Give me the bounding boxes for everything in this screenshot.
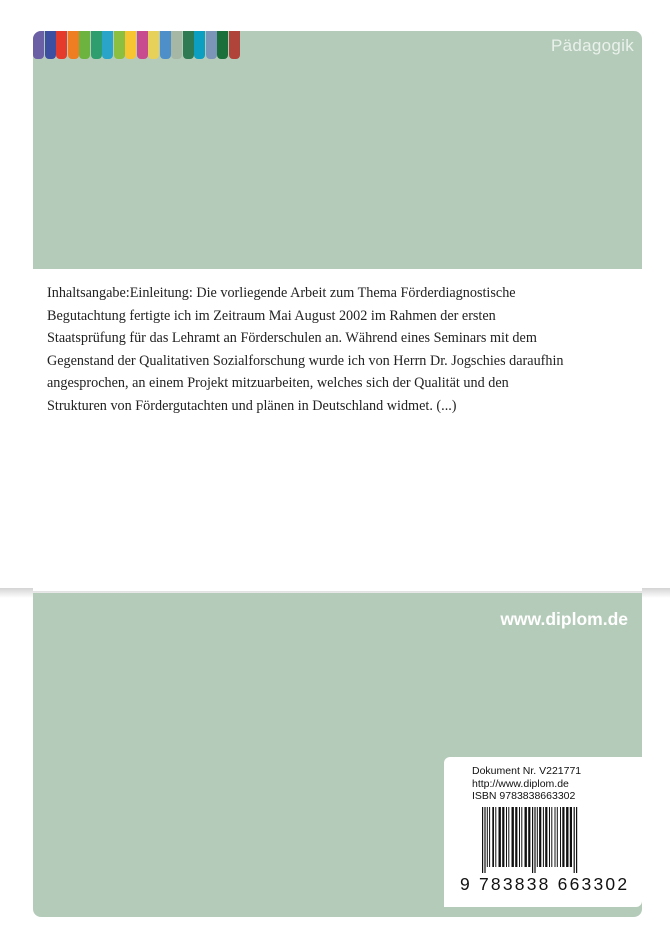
color-stripe (45, 31, 56, 59)
color-stripe (171, 31, 182, 59)
abstract-line: Gegenstand der Qualitativen Sozialforschung wurde ich von Herrn Dr. Jogschies daraufhin (47, 352, 564, 369)
barcode-bar (487, 807, 488, 867)
barcode-bar (545, 807, 547, 867)
barcode-bar (525, 807, 527, 867)
isbn-box (444, 757, 642, 907)
barcode-bar (489, 807, 490, 867)
color-stripe (114, 31, 125, 59)
barcode-bar (574, 807, 575, 873)
color-stripe (68, 31, 79, 59)
abstract-line: angesprochen, an einem Projekt mitzuarbeiten, welches sich der Qualität und den (47, 375, 509, 391)
barcode-bar (506, 807, 507, 867)
publisher-url: http://www.diplom.de (472, 777, 569, 790)
barcode-bar (539, 807, 541, 867)
barcode-bar (555, 807, 556, 867)
color-stripe (206, 31, 217, 59)
barcode-bar (512, 807, 514, 867)
document-number: Dokument Nr. V221771 (472, 765, 582, 777)
barcode-bar (566, 807, 568, 867)
abstract-line: Inhaltsangabe:Einleitung: Die vorliegende Arbeit zum Thema Förderdiagnostische (47, 285, 516, 301)
color-stripes (33, 31, 240, 59)
barcode-bar (521, 807, 522, 867)
color-stripe (229, 31, 240, 59)
barcode-bar (551, 807, 552, 867)
abstract-line: Strukturen von Fördergutachten und plänen in Deutschland widmet. (...) (47, 397, 457, 414)
barcode-bar (508, 807, 509, 867)
color-stripe (183, 31, 194, 59)
color-stripe (33, 31, 44, 59)
cover-top-panel (33, 31, 642, 269)
abstract-line: Staatsprüfung für das Lehramt an Förderschulen an. Während eines Seminars mit dem (47, 330, 537, 346)
barcode-bar (549, 807, 550, 867)
color-stripe (125, 31, 136, 59)
color-stripe (217, 31, 228, 59)
barcode-bar (576, 807, 577, 873)
barcode-bar (482, 807, 483, 873)
barcode-bar (534, 807, 535, 873)
barcode-bar (495, 807, 496, 867)
barcode-bar (502, 807, 504, 867)
barcode-bar (519, 807, 520, 867)
barcode-bar (543, 807, 544, 867)
color-stripe (160, 31, 171, 59)
barcode-bar (537, 807, 538, 867)
barcode-bar (570, 807, 572, 867)
barcode-bar (484, 807, 485, 873)
color-stripe (91, 31, 102, 59)
barcode-bar (499, 807, 501, 867)
color-stripe (56, 31, 67, 59)
barcode-bar (528, 807, 530, 867)
abstract-panel (33, 269, 642, 591)
color-stripe (194, 31, 205, 59)
isbn-info (472, 765, 581, 803)
barcode (482, 807, 604, 873)
barcode-digits: 9 783838 663302 (460, 874, 630, 894)
color-stripe (148, 31, 159, 59)
color-stripe (102, 31, 113, 59)
website-label: www.diplom.de (500, 609, 628, 629)
abstract-line: Begutachtung fertigte ich im Zeitraum Mai August 2002 im Rahmen der ersten (47, 307, 496, 324)
color-stripe (137, 31, 148, 59)
isbn-number: ISBN 9783838663302 (472, 790, 576, 802)
barcode-bar (515, 807, 517, 867)
barcode-bar (492, 807, 494, 867)
barcode-bar (557, 807, 558, 867)
category-label: Pädagogik (550, 36, 634, 55)
barcode-bar (532, 807, 533, 873)
color-stripe (79, 31, 90, 59)
abstract-text (47, 282, 631, 417)
barcode-bar (560, 807, 561, 867)
barcode-bar (562, 807, 564, 867)
